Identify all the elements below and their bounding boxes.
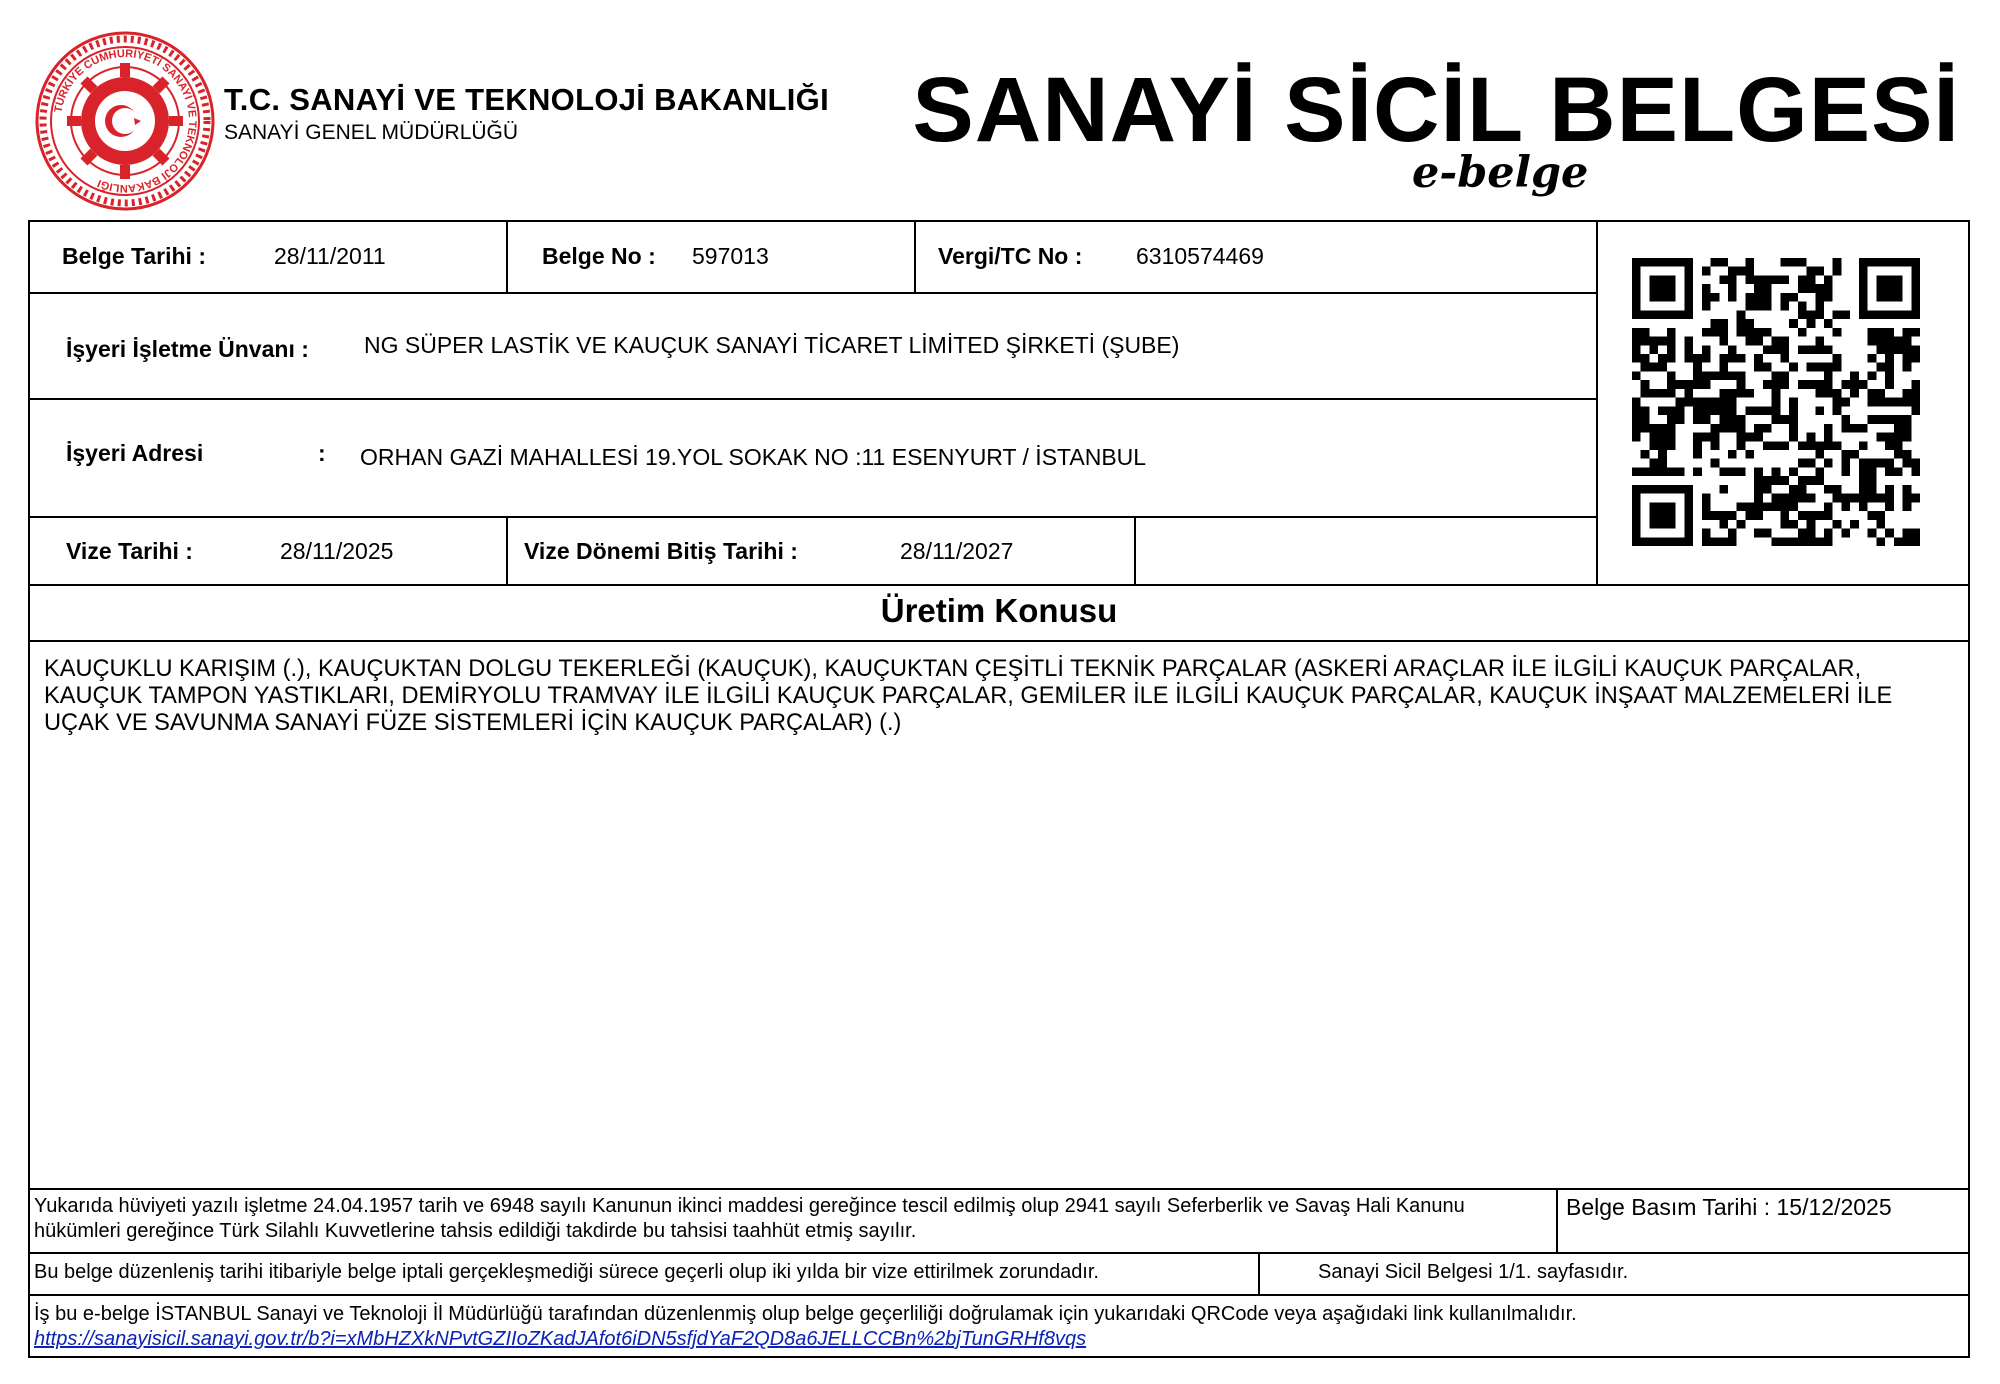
ministry-seal-logo [34, 30, 216, 212]
ministry-name: T.C. SANAYİ VE TEKNOLOJİ BAKANLIĞI [224, 82, 830, 117]
unvan-value: NG SÜPER LASTİK VE KAUÇUK SANAYİ TİCARET LİMİTED ŞİRKETİ (ŞUBE) [364, 332, 1180, 358]
verify-text: İş bu e-belge İSTANBUL Sanayi ve Teknoloji İl Müdürlüğü tarafından düzenlenmiş olup belge geçerliliği doğrulamak için yukarıdaki QRCode veya aşağıdaki link kullanılmalıdır. [34, 1303, 1577, 1325]
ebelge-subtitle: e-belge [1412, 148, 1589, 198]
adres-value: ORHAN GAZİ MAHALLESİ 19.YOL SOKAK NO :11 ESENYURT / İSTANBUL [360, 444, 1147, 470]
belge-no-label: Belge No : [542, 243, 656, 269]
certificate-form [28, 220, 1970, 1358]
vize-bitis-label: Vize Dönemi Bitiş Tarihi : [524, 538, 798, 564]
legal-text: Yukarıda hüviyeti yazılı işletme 24.04.1957 tarih ve 6948 sayılı Kanunun ikinci maddesi gereğince tescil edilmiş olup 2941 sayılı Seferberlik ve Savaş Hali Kanunu hükümleri gereğince Türk Silahlı Kuvvetlerine tahsis edildiği takdirde bu tahsisi taahhüt etmiş sayılır. [34, 1195, 1465, 1242]
directorate-name: SANAYİ GENEL MÜDÜRLÜĞÜ [224, 121, 519, 144]
basim-tarihi: Belge Basım Tarihi : 15/12/2025 [1566, 1194, 1892, 1220]
vergi-no-label: Vergi/TC No : [938, 243, 1083, 269]
vize-tarihi-value: 28/11/2025 [280, 538, 394, 564]
belge-tarihi-label: Belge Tarihi : [62, 243, 206, 269]
belge-tarihi-value: 28/11/2011 [274, 243, 386, 269]
page-info: Sanayi Sicil Belgesi 1/1. sayfasıdır. [1318, 1261, 1629, 1283]
adres-colon: : [318, 440, 326, 466]
uretim-konusu-text: KAUÇUKLU KARIŞIM (.), KAUÇUKTAN DOLGU TEKERLEĞİ (KAUÇUK), KAUÇUKTAN ÇEŞİTLİ TEKNİK PARÇALAR (ASKERİ ARAÇLAR İLE İLGİLİ KAUÇUK PARÇALAR, KAUÇUK TAMPON YASTIKLARI, DEMİRYOLU TRAMVAY İLE İLGİLİ KAUÇUK PARÇALAR, GEMİLER İLE İLGİLİ KAUÇUK PARÇALAR, KAUÇUK İNŞAAT MALZEMELERİ İLE UÇAK VE SAVUNMA SANAYİ FÜZE SİSTEMLERİ İÇİN KAUÇUK PARÇALAR) (.) [44, 656, 1893, 736]
belge-no-value: 597013 [692, 243, 769, 269]
uretim-konusu-heading: Üretim Konusu [880, 592, 1118, 629]
adres-label: İşyeri Adresi [66, 440, 204, 466]
qr-code [1632, 258, 1920, 546]
vize-tarihi-label: Vize Tarihi : [66, 538, 193, 564]
validity-text: Bu belge düzenleniş tarihi itibariyle belge iptali gerçekleşmediği sürece geçerli olup iki yılda bir vize ettirilmek zorundadır. [34, 1261, 1099, 1283]
unvan-label: İşyeri İşletme Ünvanı : [66, 336, 309, 362]
seal-ring-text: TÜRKİYE CUMHURİYETİ SANAYİ VE TEKNOLOJİ BAKANLIĞI [52, 47, 199, 195]
document-title: SANAYİ SİCİL BELGESİ [912, 59, 1960, 161]
vize-bitis-value: 28/11/2027 [900, 538, 1014, 564]
verify-link[interactable]: https://sanayisicil.sanayi.gov.tr/b?i=xMbHZXkNPvtGZIIoZKadJAfot6iDN5sfjdYaF2QD8a6JELLCCBn%2bjTunGRHf8vqs [34, 1328, 1087, 1350]
vergi-no-value: 6310574469 [1136, 243, 1264, 269]
